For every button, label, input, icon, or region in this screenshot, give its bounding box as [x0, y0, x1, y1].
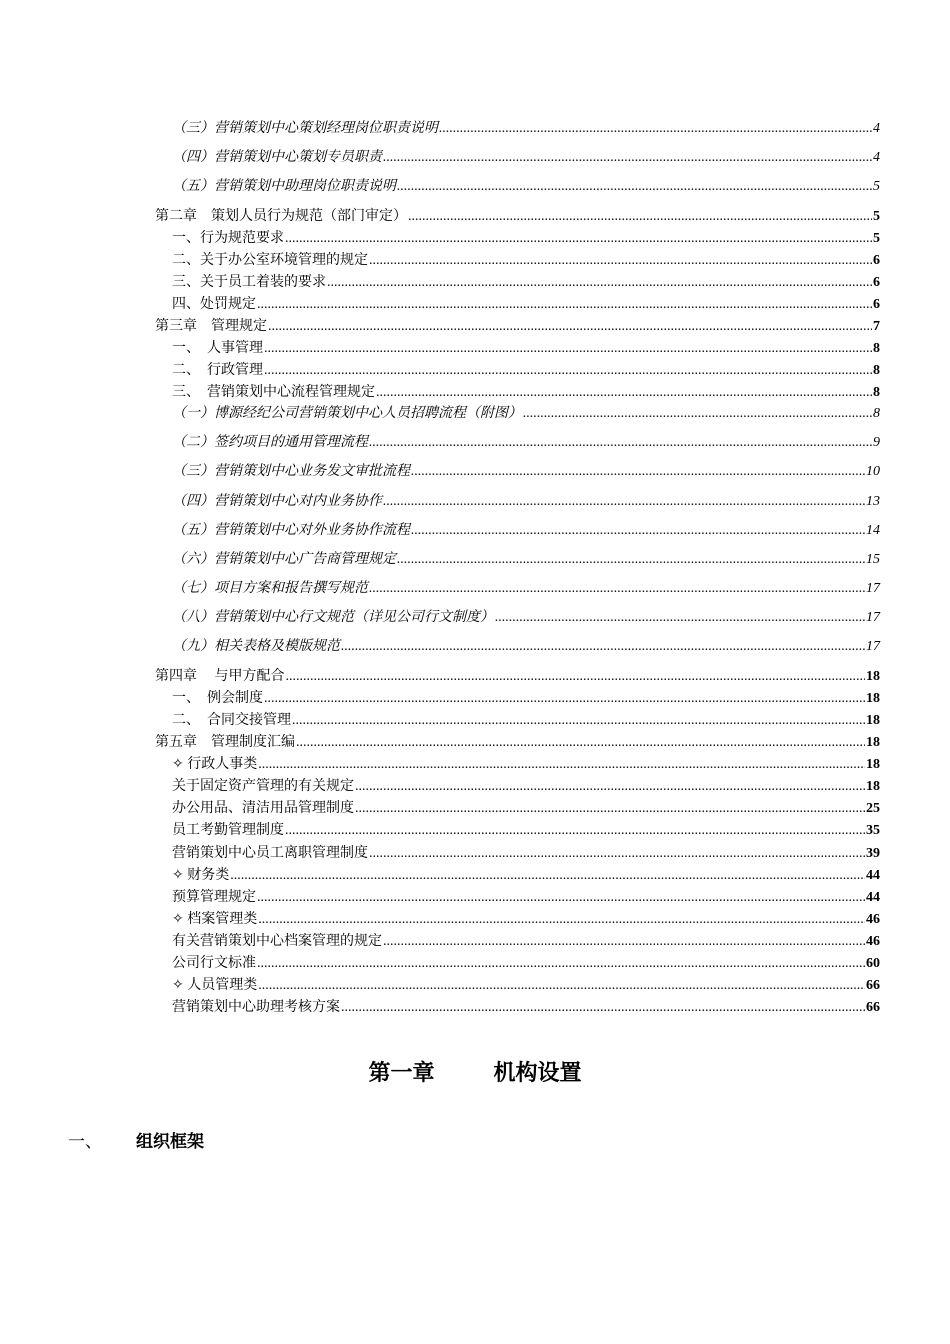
toc-leader: [257, 890, 865, 906]
toc-entry-title: （一）博源经纪公司营销策划中心人员招聘流程（附图）: [172, 406, 522, 421]
toc-entry-title: （七）项目方案和报告撰写规范: [172, 581, 368, 596]
toc-leader: [257, 297, 872, 313]
toc-entry-title: 二、关于办公室环境管理的规定: [172, 253, 368, 268]
toc-leader: [341, 1000, 865, 1016]
toc-entry[interactable]: [172, 886, 880, 906]
toc-entry-page: 18: [866, 713, 880, 728]
toc-entry-page: 66: [866, 978, 880, 993]
toc-entry-page: 8: [873, 363, 880, 378]
toc-entry-page: 13: [866, 494, 880, 509]
toc-entry-page: 66: [866, 1000, 880, 1015]
toc-entry[interactable]: [172, 490, 880, 510]
toc-entry[interactable]: [172, 775, 880, 795]
toc-chapter-entry[interactable]: [155, 205, 880, 225]
toc-entry-title: 关于固定资产管理的有关规定: [172, 779, 354, 794]
toc-leader: [383, 934, 865, 950]
toc-leader: [439, 121, 872, 137]
toc-entry-page: 9: [873, 435, 880, 450]
toc-entry-title: （四）营销策划中心对内业务协作: [172, 494, 382, 509]
toc-chapter-entry[interactable]: [155, 315, 880, 335]
toc-leader: [264, 691, 865, 707]
toc-entry-page: 15: [866, 552, 880, 567]
toc-entry-page: 18: [866, 691, 880, 706]
toc-entry[interactable]: [172, 431, 880, 451]
toc-entry[interactable]: [172, 548, 880, 568]
toc-leader: [292, 713, 865, 729]
toc-entry[interactable]: [172, 359, 880, 379]
toc-entry[interactable]: [172, 709, 880, 729]
toc-entry-title: 一、行为规范要求: [172, 231, 284, 246]
chapter-title: 机构设置: [493, 1060, 582, 1085]
toc-entry-title: 预算管理规定: [172, 890, 256, 905]
toc-leader: [369, 253, 872, 269]
toc-entry-page: 46: [866, 934, 880, 949]
toc-leader: [285, 823, 865, 839]
toc-entry-title: ✧ 人员管理类: [172, 978, 258, 993]
toc-entry-title: 二、 行政管理: [172, 363, 263, 378]
toc-entry[interactable]: [172, 996, 880, 1016]
toc-entry-page: 46: [866, 912, 880, 927]
toc-entry-title: 三、关于员工着装的要求: [172, 275, 326, 290]
toc-entry-page: 8: [873, 406, 880, 421]
toc-entry[interactable]: [172, 249, 880, 269]
toc-leader: [369, 581, 865, 597]
toc-entry-page: 18: [866, 735, 880, 750]
toc-entry-title: 四、处罚规定: [172, 297, 256, 312]
toc-entry-page: 5: [873, 231, 880, 246]
toc-leader: [285, 231, 872, 247]
toc-entry-page: 35: [866, 823, 880, 838]
section-number: 一、: [68, 1132, 102, 1151]
toc-entry-title: （五）营销策划中心对外业务协作流程: [172, 523, 410, 538]
chapter-number: 第一章: [368, 1060, 435, 1085]
toc-leader: [258, 912, 865, 928]
toc-entry-title: （四）营销策划中心策划专员职责: [172, 150, 382, 165]
toc-entry-page: 14: [866, 523, 880, 538]
toc-entry-title: 营销策划中心助理考核方案: [172, 1000, 340, 1015]
toc-leader: [383, 150, 872, 166]
toc-entry-page: 44: [866, 868, 880, 883]
toc-entry-page: 4: [873, 121, 880, 136]
toc-leader: [397, 179, 872, 195]
section-heading: [68, 1127, 204, 1152]
toc-entry[interactable]: [172, 293, 880, 313]
toc-entry-title: （二）签约项目的通用管理流程: [172, 435, 368, 450]
toc-entry-title: （三）营销策划中心业务发文审批流程: [172, 464, 410, 479]
toc-entry-page: 4: [873, 150, 880, 165]
toc-entry[interactable]: [172, 908, 880, 928]
toc-entry-page: 25: [866, 801, 880, 816]
toc-entry-title: （八）营销策划中心行文规范（详见公司行文制度）: [172, 610, 494, 625]
toc-entry-page: 44: [866, 890, 880, 905]
toc-leader: [341, 639, 865, 655]
toc-leader: [355, 801, 865, 817]
toc-entry-title: 员工考勤管理制度: [172, 823, 284, 838]
toc-entry[interactable]: [172, 819, 880, 839]
toc-entry-title: （九）相关表格及模版规范: [172, 639, 340, 654]
toc-entry-page: 5: [873, 179, 880, 194]
toc-entry-title: （三）营销策划中心策划经理岗位职责说明: [172, 121, 438, 136]
toc-entry[interactable]: [172, 577, 880, 597]
toc-entry[interactable]: [172, 606, 880, 626]
toc-leader: [258, 757, 865, 773]
toc-entry-title: 第四章 与甲方配合: [155, 669, 285, 684]
toc-entry-title: 二、 合同交接管理: [172, 713, 291, 728]
toc-entry-title: ✧ 行政人事类: [172, 757, 258, 772]
toc-entry-title: 一、 例会制度: [172, 691, 263, 706]
toc-entry-page: 39: [866, 846, 880, 861]
toc-entry-title: （五）营销策划中助理岗位职责说明: [172, 179, 396, 194]
toc-entry-page: 10: [866, 464, 880, 479]
toc-entry[interactable]: [172, 175, 880, 195]
toc-leader: [264, 363, 872, 379]
toc-entry-page: 60: [866, 956, 880, 971]
toc-entry-page: 18: [866, 779, 880, 794]
toc-entry[interactable]: [172, 930, 880, 950]
toc-entry[interactable]: [172, 753, 880, 773]
toc-entry[interactable]: [172, 271, 880, 291]
toc-entry-page: 8: [873, 341, 880, 356]
toc-leader: [258, 978, 865, 994]
toc-leader: [264, 341, 872, 357]
toc-entry[interactable]: [172, 117, 880, 137]
toc-entry-page: 8: [873, 385, 880, 400]
toc-entry-title: 有关营销策划中心档案管理的规定: [172, 934, 382, 949]
toc-leader: [296, 735, 865, 751]
section-title: 组织框架: [136, 1132, 204, 1151]
toc-leader: [411, 523, 865, 539]
toc-entry-title: ✧ 财务类: [172, 868, 230, 883]
toc-entry[interactable]: [172, 381, 880, 401]
toc-entry-page: 6: [873, 275, 880, 290]
toc-entry-page: 18: [866, 757, 880, 772]
toc-leader: [230, 868, 865, 884]
toc-entry[interactable]: [172, 842, 880, 862]
toc-leader: [257, 956, 865, 972]
toc-leader: [369, 435, 872, 451]
toc-entry[interactable]: [172, 402, 880, 422]
toc-entry-title: ✧ 档案管理类: [172, 912, 258, 927]
toc-leader: [523, 406, 872, 422]
toc-entry-page: 17: [866, 610, 880, 625]
toc-entry[interactable]: [172, 974, 880, 994]
toc-entry-page: 17: [866, 639, 880, 654]
toc-entry[interactable]: [172, 146, 880, 166]
toc-leader: [286, 669, 866, 685]
toc-leader: [411, 464, 865, 480]
toc-entry-page: 6: [873, 297, 880, 312]
toc-leader: [376, 385, 872, 401]
toc-leader: [408, 209, 872, 225]
toc-entry[interactable]: [172, 337, 880, 357]
toc-entry-page: 5: [873, 209, 880, 224]
toc-entry-page: 6: [873, 253, 880, 268]
toc-entry-page: 18: [866, 669, 880, 684]
toc-entry[interactable]: [172, 635, 880, 655]
toc-entry-title: 办公用品、清洁用品管理制度: [172, 801, 354, 816]
toc-leader: [495, 610, 865, 626]
toc-entry[interactable]: [172, 687, 880, 707]
toc-leader: [268, 319, 872, 335]
toc-leader: [369, 846, 865, 862]
toc-leader: [355, 779, 865, 795]
toc-entry-page: 17: [866, 581, 880, 596]
toc-leader: [383, 494, 865, 510]
toc-entry[interactable]: [172, 227, 880, 247]
chapter-heading: [0, 1056, 950, 1087]
toc-entry[interactable]: [172, 952, 880, 972]
toc-entry-title: 公司行文标准: [172, 956, 256, 971]
toc-entry[interactable]: [172, 519, 880, 539]
toc-entry-page: 7: [873, 319, 880, 334]
toc-entry-title: 第三章 管理规定: [155, 319, 267, 334]
toc-entry[interactable]: [172, 460, 880, 480]
toc-entry-title: 第五章 管理制度汇编: [155, 735, 295, 750]
toc-entry[interactable]: [172, 797, 880, 817]
toc-entry[interactable]: [172, 864, 880, 884]
toc-chapter-entry[interactable]: [155, 665, 880, 685]
toc-chapter-entry[interactable]: [155, 731, 880, 751]
toc-entry-title: 第二章 策划人员行为规范（部门审定）: [155, 209, 407, 224]
toc-leader: [397, 552, 865, 568]
toc-entry-title: 营销策划中心员工离职管理制度: [172, 846, 368, 861]
toc-entry-title: 三、 营销策划中心流程管理规定: [172, 385, 375, 400]
toc-entry-title: 一、 人事管理: [172, 341, 263, 356]
toc-leader: [327, 275, 872, 291]
toc-entry-title: （六）营销策划中心广告商管理规定: [172, 552, 396, 567]
